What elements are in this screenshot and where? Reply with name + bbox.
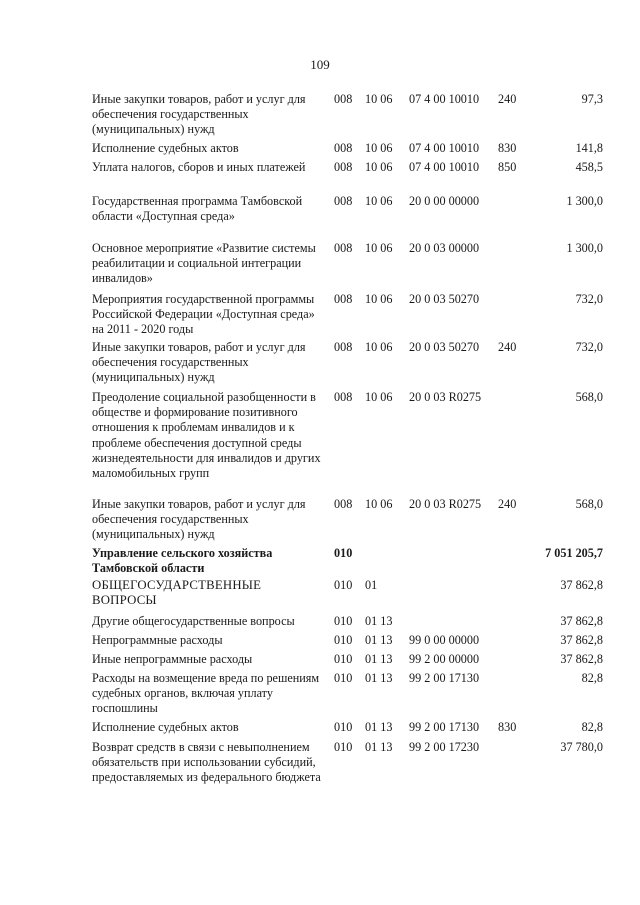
row-ved: 010 xyxy=(334,614,353,628)
row-rz: 01 13 xyxy=(365,740,393,754)
row-ved: 010 xyxy=(334,671,353,685)
row-ved: 010 xyxy=(334,546,353,560)
row-sum: 37 862,8 xyxy=(560,652,603,666)
row-sum: 82,8 xyxy=(581,720,603,734)
row-csr: 99 0 00 00000 xyxy=(409,633,480,647)
row-csr: 20 0 03 50270 xyxy=(409,292,480,306)
row-csr: 07 4 00 10010 xyxy=(409,141,480,155)
row-csr: 99 2 00 00000 xyxy=(409,652,480,666)
row-vr: 240 xyxy=(498,340,517,354)
row-rz: 10 06 xyxy=(365,92,393,106)
row-sum: 97,3 xyxy=(581,92,603,106)
row-name: ОБЩЕГОСУДАРСТВЕННЫЕ ВОПРОСЫ xyxy=(92,578,262,608)
row-csr: 99 2 00 17230 xyxy=(409,740,480,754)
row-sum: 568,0 xyxy=(575,497,603,511)
row-rz: 10 06 xyxy=(365,141,393,155)
row-rz: 01 13 xyxy=(365,671,393,685)
row-vr: 830 xyxy=(498,720,517,734)
row-rz: 01 13 xyxy=(365,652,393,666)
row-name: Возврат средств в связи с невыполнением обязательств при использовании субсидий, предоставляемых из федерального бюджета xyxy=(92,740,321,785)
row-ved: 008 xyxy=(334,194,353,208)
row-name: Преодоление социальной разобщенности в обществе и формирование позитивного отношения к проблемам инвалидов и к проблеме обеспечения доступной среды жизнедеятельности для инвалидов и других маломобильных групп xyxy=(92,390,321,481)
row-csr: 07 4 00 10010 xyxy=(409,92,480,106)
row-sum: 1 300,0 xyxy=(566,194,603,208)
row-name: Расходы на возмещение вреда по решениям судебных органов, включая уплату госпошлины xyxy=(92,671,320,716)
row-rz: 01 xyxy=(365,578,378,592)
row-rz: 10 06 xyxy=(365,194,393,208)
row-name: Управление сельского хозяйства Тамбовской области xyxy=(92,546,273,576)
row-csr: 20 0 03 50270 xyxy=(409,340,480,354)
row-rz: 01 13 xyxy=(365,720,393,734)
row-ved: 008 xyxy=(334,141,353,155)
row-name: Иные закупки товаров, работ и услуг для обеспечения государственных (муниципальных) нужд xyxy=(92,92,306,137)
row-sum: 37 862,8 xyxy=(560,614,603,628)
row-sum: 82,8 xyxy=(581,671,603,685)
row-csr: 99 2 00 17130 xyxy=(409,671,480,685)
row-sum: 732,0 xyxy=(575,340,603,354)
row-rz: 10 06 xyxy=(365,292,393,306)
row-rz: 10 06 xyxy=(365,390,393,404)
row-name: Иные закупки товаров, работ и услуг для обеспечения государственных (муниципальных) нужд xyxy=(92,340,306,385)
row-name: Другие общегосударственные вопросы xyxy=(92,614,295,628)
row-rz: 10 06 xyxy=(365,241,393,255)
row-sum: 37 862,8 xyxy=(560,633,603,647)
row-sum: 1 300,0 xyxy=(566,241,603,255)
row-name: Исполнение судебных актов xyxy=(92,720,239,734)
row-rz: 10 06 xyxy=(365,340,393,354)
row-ved: 010 xyxy=(334,652,353,666)
row-csr: 20 0 03 00000 xyxy=(409,241,480,255)
row-ved: 010 xyxy=(334,720,353,734)
row-vr: 850 xyxy=(498,160,517,174)
row-sum: 37 780,0 xyxy=(560,740,603,754)
row-csr: 07 4 00 10010 xyxy=(409,160,480,174)
row-ved: 008 xyxy=(334,497,353,511)
page-number: 109 xyxy=(310,57,330,72)
row-ved: 010 xyxy=(334,633,353,647)
row-ved: 008 xyxy=(334,390,353,404)
row-csr: 20 0 00 00000 xyxy=(409,194,480,208)
row-name: Уплата налогов, сборов и иных платежей xyxy=(92,160,306,174)
row-csr: 20 0 03 R0275 xyxy=(409,390,482,404)
row-name: Иные закупки товаров, работ и услуг для обеспечения государственных (муниципальных) нужд xyxy=(92,497,306,542)
row-name: Исполнение судебных актов xyxy=(92,141,239,155)
row-csr: 99 2 00 17130 xyxy=(409,720,480,734)
row-sum: 7 051 205,7 xyxy=(545,546,603,560)
row-rz: 01 13 xyxy=(365,614,393,628)
row-name: Непрограммные расходы xyxy=(92,633,223,647)
row-ved: 008 xyxy=(334,292,353,306)
row-sum: 458,5 xyxy=(575,160,603,174)
row-ved: 010 xyxy=(334,740,353,754)
row-sum: 37 862,8 xyxy=(560,578,603,592)
row-ved: 008 xyxy=(334,160,353,174)
row-name: Мероприятия государственной программы Российской Федерации «Доступная среда» на 2011 - 2020 годы xyxy=(92,292,315,337)
row-ved: 010 xyxy=(334,578,353,592)
row-name: Государственная программа Тамбовской области «Доступная среда» xyxy=(92,194,303,224)
row-vr: 830 xyxy=(498,141,517,155)
row-ved: 008 xyxy=(334,340,353,354)
row-sum: 568,0 xyxy=(575,390,603,404)
row-ved: 008 xyxy=(334,241,353,255)
row-vr: 240 xyxy=(498,92,517,106)
row-sum: 732,0 xyxy=(575,292,603,306)
row-rz: 10 06 xyxy=(365,497,393,511)
row-csr: 20 0 03 R0275 xyxy=(409,497,482,511)
row-sum: 141,8 xyxy=(575,141,603,155)
row-vr: 240 xyxy=(498,497,517,511)
row-ved: 008 xyxy=(334,92,353,106)
row-name: Основное мероприятие «Развитие системы реабилитации и социальной интеграции инвалидов» xyxy=(92,241,316,286)
row-rz: 10 06 xyxy=(365,160,393,174)
row-name: Иные непрограммные расходы xyxy=(92,652,253,666)
row-rz: 01 13 xyxy=(365,633,393,647)
